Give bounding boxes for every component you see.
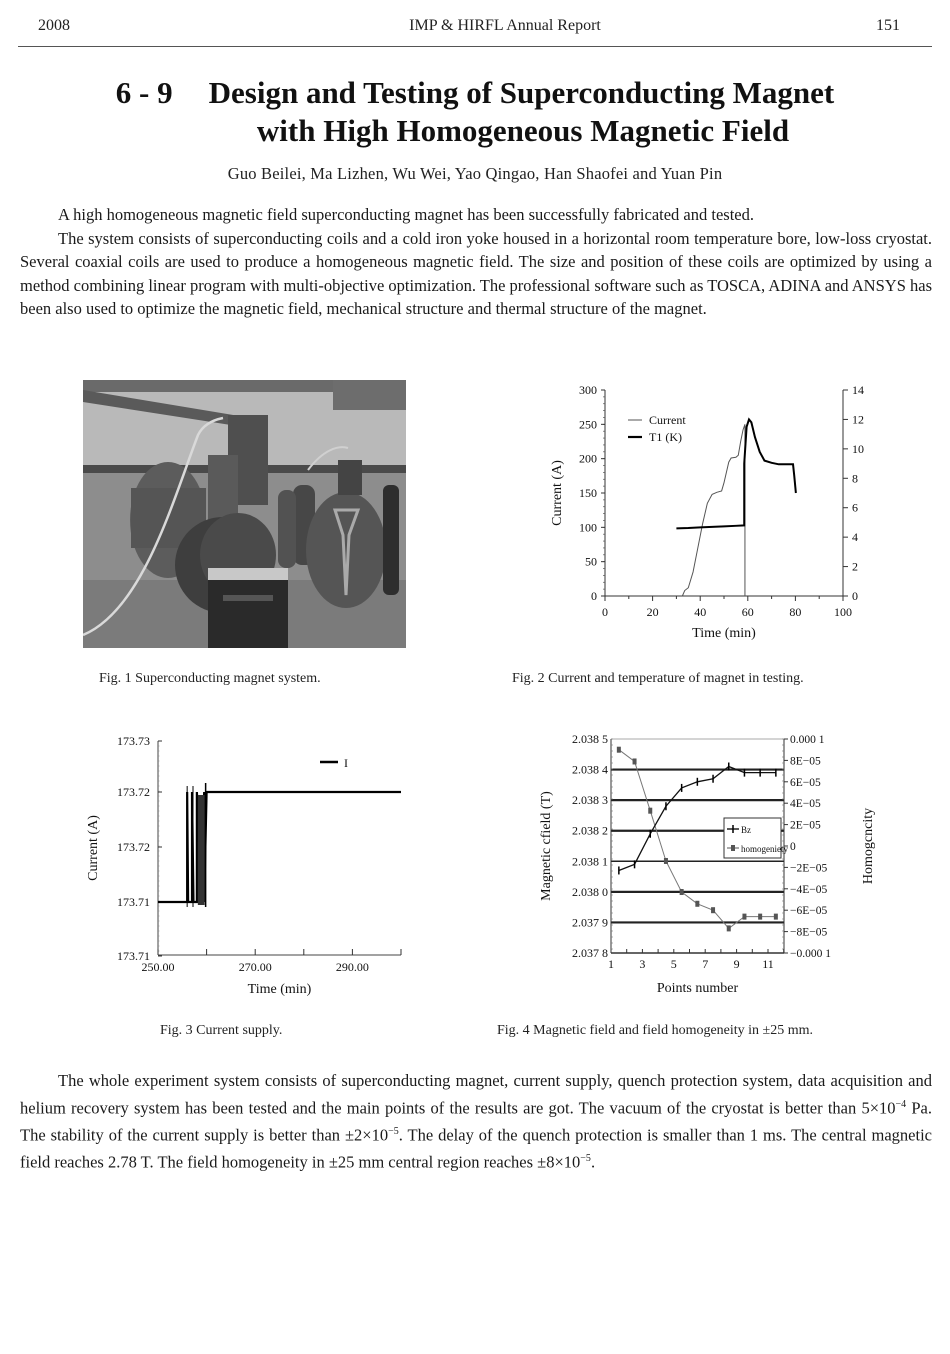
results-text: [20, 1069, 932, 1174]
legend-i-label: I: [344, 756, 348, 770]
intro-paragraph-1: A high homogeneous magnetic field superconducting magnet has been successfully fabricated and tested.: [58, 205, 754, 224]
y-tick-label: 2.038 4: [572, 762, 608, 777]
title-line-1: Design and Testing of Superconducting Magnet: [208, 75, 835, 110]
y-tick-label: 173.73: [117, 734, 150, 748]
x-tick-label: 270.00: [238, 960, 272, 974]
figure-3-chart: [80, 725, 420, 1010]
x-tick-label: 60: [741, 605, 754, 619]
y-axis-label: Current (A): [550, 460, 565, 526]
series-t1-line: [676, 419, 795, 528]
y-tick-label: 150: [579, 486, 597, 500]
y2-tick-label: 8E−05: [790, 755, 821, 768]
intro-text: [20, 203, 932, 321]
x-tick-label: 80: [789, 605, 802, 619]
homogeneity-marker: [774, 914, 778, 920]
series-noise-band: [198, 795, 205, 905]
x-tick-label: 0: [602, 605, 608, 619]
series-current-line: [158, 792, 401, 902]
legend-homogeneity-label: homogeniety: [741, 844, 788, 854]
y2-tick-label: −0.000 1: [790, 948, 831, 960]
x-tick-label: 9: [733, 957, 740, 971]
homogeneity-marker: [664, 858, 668, 864]
y-axis-label: Current (A): [86, 815, 101, 881]
homogeneity-marker: [727, 925, 731, 931]
y-tick-label: 100: [579, 520, 597, 535]
y2-tick-label: 6E−05: [790, 776, 821, 789]
x-tick-label: 3: [639, 957, 646, 971]
x-tick-label: 100: [834, 605, 852, 619]
y2-tick-label: 8: [852, 471, 858, 486]
homogeneity-marker: [648, 808, 652, 814]
x-tick-label: 40: [694, 605, 707, 619]
header-journal-title: IMP & HIRFL Annual Report: [409, 17, 601, 34]
y2-tick-label: 10: [852, 441, 864, 456]
y-tick-label: 2.037 8: [572, 946, 608, 960]
y-tick-label: 173.72: [117, 785, 150, 799]
x-tick-label: 7: [702, 957, 709, 971]
x-axis-label: Points number: [656, 981, 739, 996]
figure-1-caption: Fig. 1 Superconducting magnet system.: [99, 671, 321, 686]
y2-tick-label: 2E−05: [790, 819, 821, 832]
x-tick-label: 250.00: [141, 960, 175, 974]
y-tick-label: 300: [579, 383, 597, 397]
y2-tick-label: 0: [852, 589, 858, 603]
y2-axis-label: Homogcncity: [861, 807, 876, 885]
header-page-number: 151: [876, 17, 900, 34]
article-title: [0, 74, 950, 150]
homogeneity-marker: [680, 889, 684, 895]
y2-tick-label: 14: [852, 383, 864, 397]
intro-paragraph-2: The system consists of superconducting coils and a cold iron yoke housed in a horizontal room temperature bore, low-loss cryostat. Several coaxial coils are used to produce a homogeneous magnetic field. The size and position of these coils are optimized by using a method combining linear program with multi-objective optimization. The professional software such as TOSCA, ADINA and ANSYS has been also used to optimize the magnetic field, mechanical structure and thermal structure of the magnet.: [20, 228, 932, 319]
y-tick-label: 2.038 2: [572, 823, 608, 838]
y-tick-label: 2.038 5: [572, 732, 608, 746]
series-current-line: [682, 424, 745, 596]
x-tick-label: 5: [670, 957, 677, 971]
y-tick-label: 2.037 9: [572, 915, 608, 930]
y2-tick-label: 0.000 1: [790, 734, 825, 746]
x-axis-label: Time (min): [692, 626, 756, 641]
y-tick-label: 2.038 3: [572, 793, 608, 808]
photo-illustration: [83, 380, 406, 648]
y2-tick-label: 4: [852, 530, 858, 545]
figure-2-caption: Fig. 2 Current and temperature of magnet in testing.: [512, 671, 804, 686]
y-tick-label: 173.72: [117, 840, 150, 854]
homogeneity-marker: [617, 747, 621, 753]
figure-4-caption: Fig. 4 Magnetic field and field homogeneity in ±25 mm.: [497, 1023, 814, 1038]
y-tick-label: 173.71: [117, 949, 150, 963]
x-tick-label: 1: [608, 957, 614, 971]
figure-2-chart: [530, 375, 890, 655]
y2-tick-label: 12: [852, 412, 864, 427]
y2-tick-label: −4E−05: [790, 883, 828, 896]
x-axis-label: Time (min): [247, 982, 312, 997]
y-tick-label: 200: [579, 451, 597, 466]
legend-t1-label: T1 (K): [649, 430, 682, 444]
y-tick-label: 2.038 1: [572, 854, 608, 869]
y-axis-label: Magnetic cfield (T): [539, 791, 554, 901]
y2-tick-label: 2: [852, 559, 858, 574]
x-tick-label: 20: [646, 605, 659, 619]
header-rule: [18, 46, 932, 47]
figure-4-chart: [530, 725, 890, 1010]
y2-tick-label: 4E−05: [790, 798, 821, 811]
y-tick-label: 250: [579, 417, 597, 432]
x-tick-label: 290.00: [335, 960, 369, 974]
legend-bz-label: Bz: [741, 825, 751, 835]
y-tick-label: 50: [585, 554, 597, 569]
figure-3-caption: Fig. 3 Current supply.: [160, 1023, 283, 1038]
homogeneity-marker: [633, 758, 637, 764]
legend-homogeneity-marker: [731, 845, 735, 851]
y2-tick-label: 6: [852, 500, 858, 515]
header-year: 2008: [38, 17, 70, 34]
y-tick-label: 173.71: [117, 895, 150, 909]
y2-tick-label: −2E−05: [790, 862, 828, 875]
authors: Guo Beilei, Ma Lizhen, Wu Wei, Yao Qingao, Han Shaofei and Yuan Pin: [227, 164, 723, 183]
x-tick-label: 11: [762, 957, 774, 971]
title-line-2: with High Homogeneous Magnetic Field: [256, 113, 790, 148]
results-paragraph: The whole experiment system consists of superconducting magnet, current supply, quench protection system, data acquisition and helium recovery system has been tested and the main points of the results are got. The vacuum of the cryostat is better than $5\times 10^{-4}$ Pa. The stability of the current supply is better than $\pm 2\times 10^{-5}$. The delay of the quench protection is smaller than 1 ms. The central magnetic field reaches 2.78 T. The field homogeneity in ±25 mm central region reaches $\pm 8\times 10^{-5}$.: [20, 1071, 933, 1172]
y-tick-label: 2.038 0: [572, 884, 608, 899]
legend-current-label: Current: [649, 413, 686, 427]
y-tick-label: 0: [591, 589, 597, 603]
y2-tick-label: 0: [790, 841, 796, 853]
homogeneity-marker: [758, 914, 762, 920]
y2-tick-label: −8E−05: [790, 926, 828, 939]
homogeneity-marker: [711, 907, 715, 913]
homogeneity-marker: [742, 914, 746, 920]
figure-1-photo: [83, 380, 406, 648]
article-number: 6 - 9: [115, 75, 173, 110]
homogeneity-marker: [695, 901, 699, 907]
y2-tick-label: −6E−05: [790, 905, 828, 918]
